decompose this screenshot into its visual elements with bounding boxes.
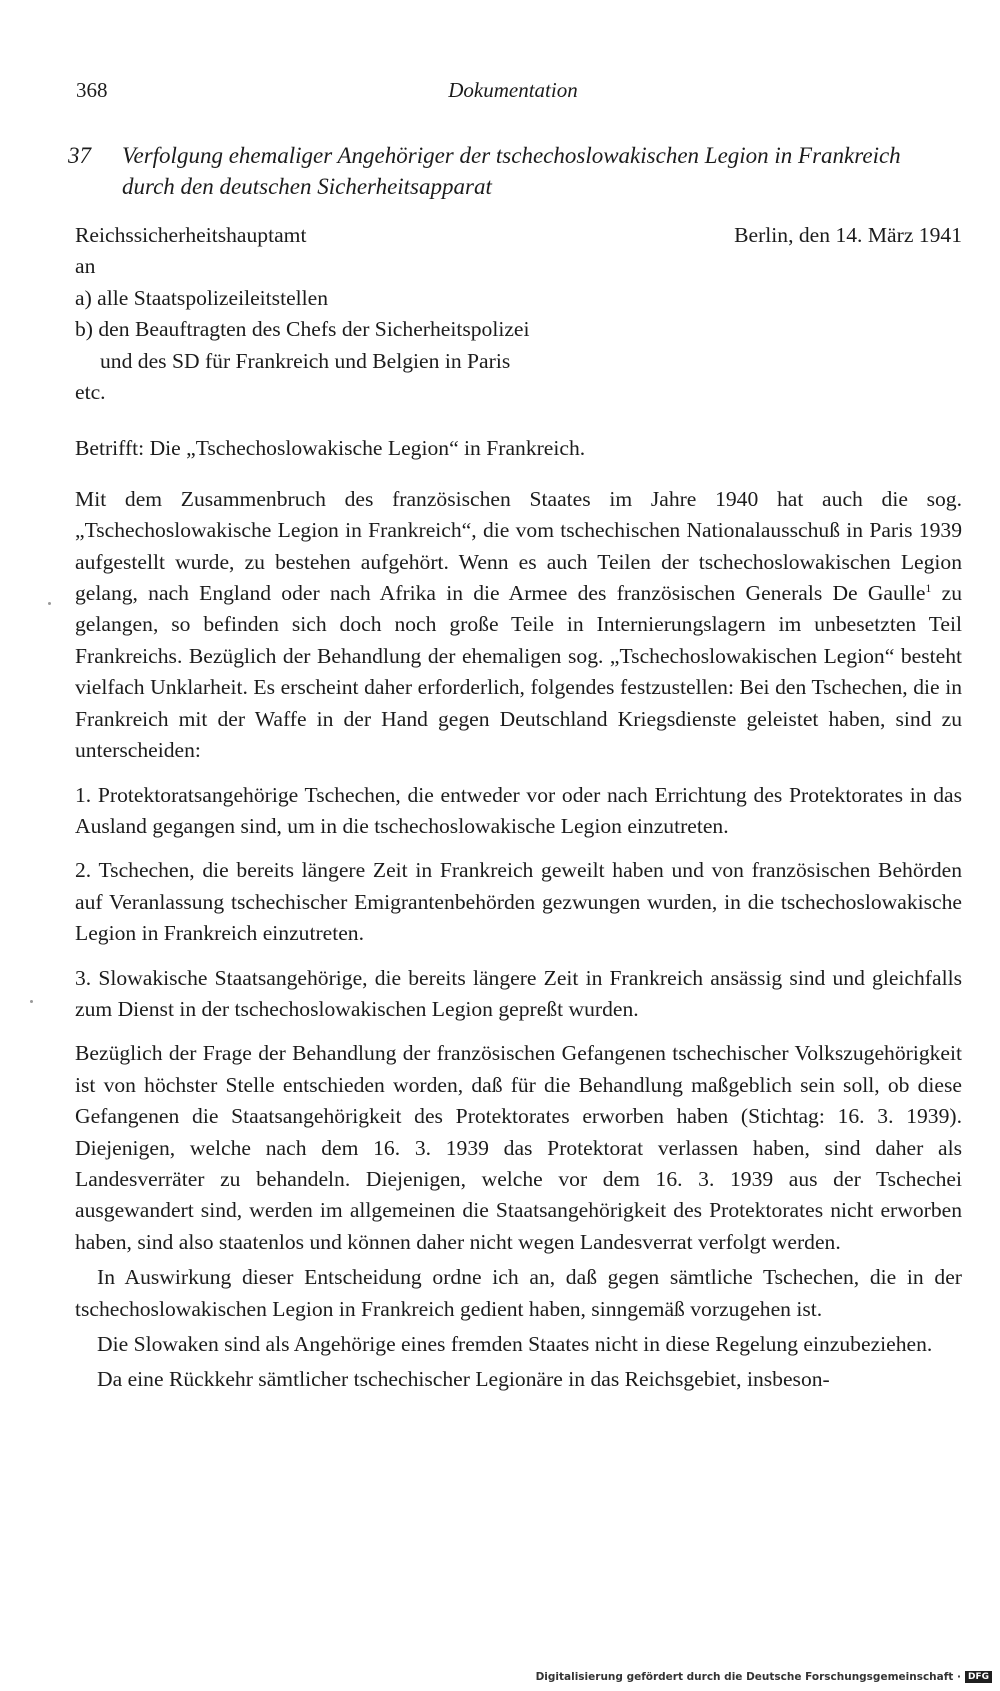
paragraph-3: In Auswirkung dieser Entscheidung ordne ich an, daß gegen sämtliche Tschechen, die in der tschechoslowakischen Legion in Frankreich gedient haben, sinngemäß vorzugehen ist. (75, 1265, 962, 1321)
page-number: 368 (76, 78, 108, 102)
list-item-3: 3. Slowakische Staatsangehörige, die bereits längere Zeit in Frankreich ansässig sind und gleichfalls zum Dienst in der tschechoslowakischen Legion gepreßt wurden. (75, 965, 962, 1021)
credit-text: Digitalisierung gefördert durch die Deutsche Forschungsgemeinschaft · (535, 1671, 961, 1683)
page-header (76, 78, 950, 108)
sender-date-row (75, 220, 962, 251)
recipient-b-line-2: und des SD für Frankreich und Belgien in Paris (100, 348, 511, 373)
document-number: 37 (68, 143, 91, 168)
list-item-2: 2. Tschechen, die bereits längere Zeit in Frankreich geweilt haben und von französischen Behörden auf Veranlassung tschechischer Emigrantenbehörden gezwungen wurden, in die tschechoslowakische Legion in Frankreich einzutreten. (75, 858, 962, 946)
addressee-an: an (75, 254, 96, 279)
sender: Reichssicherheitshauptamt (75, 223, 307, 247)
document-body (75, 220, 962, 1396)
recipient-b-line-1: b) den Beauftragten des Chefs der Sicherheitspolizei (75, 317, 530, 342)
letter-date: Berlin, den 14. März 1941 (734, 223, 962, 247)
list-item-1: 1. Protektoratsangehörige Tschechen, die entweder vor oder nach Errichtung des Protektorates in das Ausland gegangen sind, um in die tschechoslowakische Legion einzutreten. (75, 782, 962, 838)
digitization-credit (536, 1671, 992, 1683)
document-title-line-2: durch den deutschen Sicherheitsapparat (122, 174, 492, 199)
document-heading (68, 140, 968, 202)
paragraph-1-part-1: Mit dem Zusammenbruch des französischen Staates im Jahre 1940 hat auch die sog. „Tschechoslowakische Legion in Frankreich“, die vom tschechischen Nationalausschuß in Paris 1939 aufgestellt wurde, zu bestehen aufgehört. Wenn es auch Teilen der tschechoslowakischen Legion gelang, nach England oder nach Afrika in die Armee des französischen Generals De Gaulle (75, 486, 962, 606)
dfg-logo: DFG (965, 1671, 992, 1683)
running-head: Dokumentation (448, 78, 578, 102)
recipient-etc: etc. (75, 380, 106, 405)
recipient-a: a) alle Staatspolizeileitstellen (75, 285, 329, 310)
paragraph-5: Da eine Rückkehr sämtlicher tschechischer Legionäre in das Reichsgebiet, insbeson- (97, 1367, 830, 1392)
subject-line: Betrifft: Die „Tschechoslowakische Legion“ in Frankreich. (75, 436, 586, 461)
paragraph-1-part-2: zu gelangen, so befinden sich doch noch große Teile in Internierungslagern im unbesetzten Teil Frankreichs. Bezüglich der Behandlung der ehemaligen sog. „Tschechoslowakischen Legion“ besteht vielfach Unklarheit. Es erscheint daher erforderlich, folgendes festzustellen: Bei den Tschechen, die in Frankreich mit der Waffe in der Hand gegen Deutschland Kriegsdienste geleistet haben, sind zu unterscheiden: (75, 581, 962, 763)
paragraph-2: Bezüglich der Frage der Behandlung der französischen Gefangenen tschechischer Volkszugehörigkeit ist von höchster Stelle entschieden worden, daß für die Behandlung maßgeblich sein soll, ob diese Gefangenen die Staatsangehörigkeit des Protektorates erworben haben (Stichtag: 16. 3. 1939). Diejenigen, welche nach dem 16. 3. 1939 das Protektorat verlassen haben, sind daher als Landesverräter zu behandeln. Diejenigen, welche vor dem 16. 3. 1939 aus der Tschechei ausgewandert sind, werden im allgemeinen die Staatsangehörigkeit des Protektorates nicht erworben haben, sind also staatenlos und können daher nicht wegen Landesverrat verfolgt werden. (75, 1041, 962, 1254)
footnote-mark: 1 (925, 580, 932, 595)
paragraph-4: Die Slowaken sind als Angehörige eines fremden Staates nicht in diese Regelung einzubeziehen. (97, 1332, 933, 1356)
document-title-line-1: Verfolgung ehemaliger Angehöriger der tschechoslowakischen Legion in Frankreich (122, 143, 901, 168)
paragraph-1 (75, 484, 962, 767)
margin-speck (30, 1000, 33, 1003)
margin-speck (48, 602, 51, 605)
